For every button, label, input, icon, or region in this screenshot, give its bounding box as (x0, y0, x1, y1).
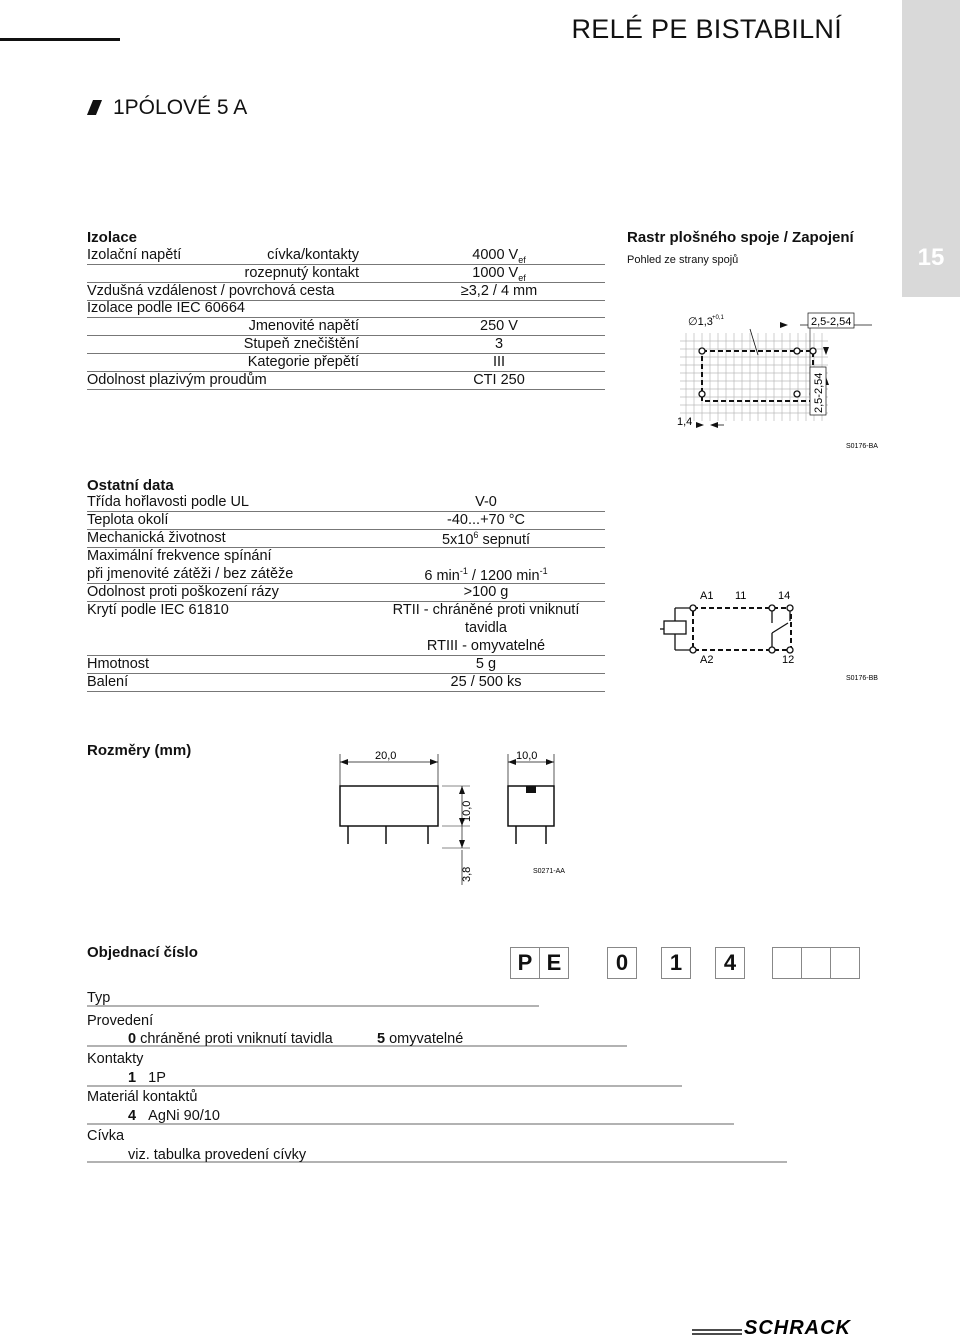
pin-length-label: 3,8 (461, 866, 473, 882)
order-key-lines (87, 978, 787, 1168)
kontakty-text: 1P (148, 1070, 166, 1086)
pitch-horizontal-label: 2,5-2,54 (811, 316, 852, 328)
ostatni-value-v: tavidla (465, 620, 507, 636)
wiring-diagram (650, 585, 880, 685)
dimensions-title: Rozměry (mm) (87, 742, 192, 759)
izolace-value (443, 354, 555, 372)
izolace-row (87, 300, 605, 318)
ostatni-row (87, 566, 605, 584)
order-box-7 (801, 947, 831, 979)
drawing-code-bb: S0176-BB (846, 675, 878, 682)
order-typ-label: Typ (87, 990, 111, 1006)
page-title: RELÉ PE BISTABILNÍ (571, 14, 842, 44)
izolace-param: Izolační napětí (87, 247, 182, 263)
izolace-value (443, 372, 555, 390)
provedeni-text-0: chráněné proti vniknutí tavidla (140, 1031, 333, 1047)
dimensions-drawing (330, 740, 580, 890)
logo-text: SCHRACK (744, 1317, 851, 1338)
izolace-value-text: 4000 V (472, 247, 519, 263)
ostatni-row (87, 620, 605, 637)
order-box-4: 1 (661, 947, 691, 979)
ostatni-value (336, 602, 636, 618)
ostatni-param: Mechanická životnost (87, 530, 226, 546)
contact-switch-symbol (772, 623, 788, 633)
ostatni-value-v: 5 g (475, 656, 497, 672)
izolace-value-text: 1000 V (472, 265, 519, 281)
izolace-value-sub: ef (518, 272, 526, 283)
ostatni-value-v: RTIII - omyvatelné (426, 638, 546, 654)
drawing-code-ba: S0176-BA (846, 443, 878, 450)
ostatni-value (336, 530, 636, 548)
ostatni-value (336, 566, 636, 584)
ostatni-value-sup2: -1 (539, 566, 548, 576)
product-subtitle (90, 96, 247, 120)
ostatni-param: Teplota okolí (87, 512, 169, 528)
civka-text: viz. tabulka provedení cívky (128, 1147, 307, 1163)
ostatni-value-sup: 6 (473, 530, 479, 540)
ostatni-param: Odolnost proti poškození rázy (87, 584, 279, 600)
izolace-row (87, 247, 605, 265)
ostatni-value-v: -40...+70 °C (447, 512, 525, 528)
ostatni-param: Hmotnost (87, 656, 150, 672)
order-box-8 (830, 947, 860, 979)
bullet-mark-icon (87, 100, 102, 115)
izolace-param: Izolace podle IEC 60664 (87, 300, 245, 316)
izolace-value (443, 247, 555, 265)
ostatni-value (336, 674, 636, 690)
ostatni-title: Ostatní data (87, 477, 174, 494)
izolace-subparam: cívka/kontakty (267, 247, 359, 263)
ostatni-value-sup: -1 (459, 566, 468, 576)
izolace-value (443, 283, 555, 301)
order-number-title: Objednací číslo (87, 944, 198, 961)
subtitle-text: 1PÓLOVÉ 5 A (113, 96, 248, 119)
izolace-value (443, 265, 555, 283)
ostatni-value (336, 656, 636, 672)
offset-label: 1,4 (677, 416, 693, 428)
ostatni-row (87, 530, 605, 548)
provedeni-code-5: 5 (377, 1031, 386, 1047)
terminal-12: 12 (782, 654, 795, 666)
izolace-subparam: Kategorie přepětí (247, 354, 359, 370)
terminal-a1: A1 (700, 590, 714, 602)
izolace-value (443, 336, 555, 354)
height-label: 10,0 (461, 800, 473, 822)
izolace-subparam: Jmenovité napětí (248, 318, 359, 334)
section-tab-number: 15 (917, 244, 945, 271)
order-box-3: 0 (607, 947, 637, 979)
material-code: 4 (128, 1108, 137, 1124)
ostatni-param: při jmenovité zátěži / bez zátěže (87, 566, 294, 582)
ostatni-param: Třída hořlavosti podle UL (87, 494, 249, 510)
izolace-title: Izolace (87, 229, 138, 246)
relay-side-view (340, 786, 438, 826)
length-label: 20,0 (375, 750, 397, 762)
ostatni-row (87, 602, 605, 619)
izolace-value (443, 318, 555, 336)
rastr-subtitle: Pohled ze strany spojů (627, 254, 739, 266)
order-box-5: 4 (715, 947, 745, 979)
izolace-row (87, 283, 605, 301)
izolace-row (87, 318, 605, 336)
drawing-code-aa: S0271-AA (533, 868, 565, 875)
coil-symbol (664, 621, 686, 634)
ostatni-value-v: 6 min (424, 567, 460, 584)
izolace-row (87, 265, 605, 283)
kontakty-code: 1 (128, 1070, 137, 1086)
ostatni-value (336, 512, 636, 528)
order-provedeni-label: Provedení (87, 1013, 154, 1029)
ostatni-row (87, 674, 605, 692)
ostatni-value (336, 620, 636, 636)
hole-tolerance-label: +0,1 (712, 315, 724, 321)
schrack-logo (692, 1314, 882, 1338)
izolace-subparam: Stupeň znečištění (243, 336, 359, 352)
ostatni-row (87, 494, 605, 512)
pcb-layout-diagram (660, 305, 895, 465)
ostatni-row (87, 584, 605, 602)
ostatni-value (336, 494, 636, 510)
ostatni-row (87, 656, 605, 674)
ostatni-row (87, 638, 605, 656)
ostatni-value-v2: / 1200 min (467, 567, 540, 584)
izolace-value-text: III (492, 354, 506, 370)
izolace-param: Odolnost plazivým proudům (87, 372, 267, 388)
hole-diameter-label: ∅1,3 (688, 316, 713, 328)
izolace-value-sub: ef (518, 254, 526, 265)
provedeni-code-0: 0 (128, 1031, 137, 1047)
izolace-value-text: 3 (494, 336, 504, 352)
order-box-2: E (539, 947, 569, 979)
ostatni-value-v: >100 g (463, 584, 509, 600)
material-text: AgNi 90/10 (148, 1108, 220, 1124)
izolace-value-text: 250 V (480, 318, 518, 334)
izolace-param: Vzdušná vzdálenost / povrchová cesta (87, 283, 335, 299)
ostatni-row (87, 548, 605, 565)
order-civka-label: Cívka (87, 1128, 125, 1144)
header-rule (0, 38, 120, 41)
ostatni-value-v: 25 / 500 ks (450, 674, 522, 690)
ostatni-param: Krytí podle IEC 61810 (87, 602, 229, 618)
izolace-value-text: CTI 250 (473, 372, 525, 388)
izolace-value-text: ≥3,2 / 4 mm (460, 283, 538, 299)
ostatni-param: Maximální frekvence spínání (87, 548, 272, 564)
izolace-subparam: rozepnutý kontakt (244, 265, 359, 281)
width-label: 10,0 (516, 750, 538, 762)
order-material-label: Materiál kontaktů (87, 1089, 198, 1105)
ostatni-param: Balení (87, 674, 129, 690)
ostatni-value-v: V-0 (475, 494, 497, 510)
ostatni-value-v: 5x10 (441, 531, 474, 548)
provedeni-text-5: omyvatelné (389, 1031, 464, 1047)
terminal-11: 11 (735, 590, 747, 602)
izolace-row (87, 336, 605, 354)
terminal-14: 14 (778, 590, 791, 602)
izolace-row (87, 372, 605, 390)
ostatni-value-v2: sepnutí (478, 531, 531, 548)
ostatni-value (336, 584, 636, 600)
pitch-vertical-label: 2,5-2,54 (813, 372, 825, 413)
order-box-1: P (510, 947, 540, 979)
order-box-6 (772, 947, 802, 979)
ostatni-value (336, 638, 636, 654)
terminal-a2: A2 (700, 654, 714, 666)
ostatni-value-v: RTII - chráněné proti vniknutí (392, 602, 580, 618)
ostatni-row (87, 512, 605, 530)
izolace-row (87, 354, 605, 372)
rastr-title: Rastr plošného spoje / Zapojení (627, 229, 854, 246)
order-kontakty-label: Kontakty (87, 1051, 144, 1067)
